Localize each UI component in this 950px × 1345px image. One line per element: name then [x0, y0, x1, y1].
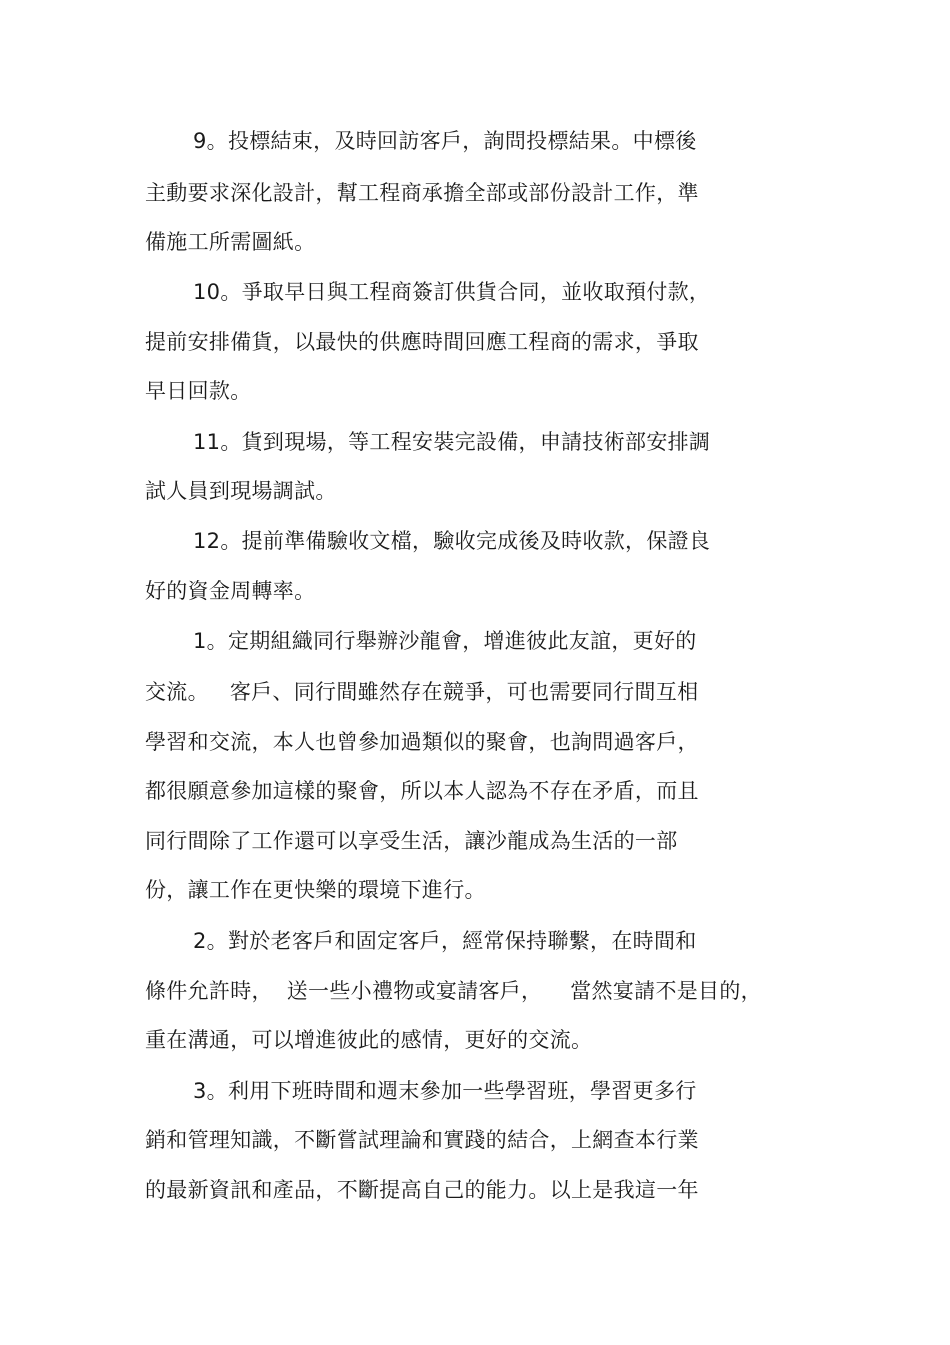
item-1-line-3: 學習和交流，本人也曾參加過類似的聚會，也詢問過客戶， [145, 730, 699, 754]
item-3-line-2: 銷和管理知識，不斷嘗試理論和實踐的結合，上網查本行業 [145, 1128, 699, 1152]
paragraph-12-line-2: 好的資金周轉率。 [145, 579, 316, 603]
paragraph-11-line-2: 試人員到現場調試。 [145, 479, 337, 503]
paragraph-9-line-2: 主動要求深化設計，幫工程商承擔全部或部份設計工作，準 [145, 181, 699, 205]
paragraph-10-line-3: 早日回款。 [145, 379, 252, 403]
item-1-line-2: 交流。 客戶、同行間雖然存在競爭，可也需要同行間互相 [145, 680, 699, 704]
item-1-line-6: 份，讓工作在更快樂的環境下進行。 [145, 878, 486, 902]
item-1-line-5: 同行間除了工作還可以享受生活，讓沙龍成為生活的一部 [145, 829, 678, 853]
item-2-line-1: 2。對於老客戶和固定客戶，經常保持聯繫，在時間和 [193, 929, 697, 953]
item-1-line-4: 都很願意參加這樣的聚會，所以本人認為不存在矛盾，而且 [145, 779, 699, 803]
item-3-line-3: 的最新資訊和產品，不斷提高自己的能力。以上是我這一年 [145, 1178, 699, 1202]
paragraph-11-line-1: 11。貨到現場，等工程安裝完設備，申請技術部安排調 [193, 430, 711, 454]
item-3-line-1: 3。利用下班時間和週末參加一些學習班，學習更多行 [193, 1079, 697, 1103]
item-2-line-2: 條件允許時， 送一些小禮物或宴請客戶， 當然宴請不是目的， [145, 979, 762, 1003]
paragraph-10-line-2: 提前安排備貨，以最快的供應時間回應工程商的需求，爭取 [145, 330, 699, 354]
item-1-line-1: 1。定期組織同行舉辦沙龍會，增進彼此友誼，更好的 [193, 629, 697, 653]
paragraph-9-line-3: 備施工所需圖紙。 [145, 230, 316, 254]
paragraph-12-line-1: 12。提前準備驗收文檔，驗收完成後及時收款，保證良 [193, 529, 711, 553]
item-2-line-3: 重在溝通，可以增進彼此的感情，更好的交流。 [145, 1028, 593, 1052]
paragraph-9-line-1: 9。投標結束，及時回訪客戶，詢問投標結果。中標後 [193, 129, 697, 153]
paragraph-10-line-1: 10。爭取早日與工程商簽訂供貨合同，並收取預付款， [193, 280, 711, 304]
